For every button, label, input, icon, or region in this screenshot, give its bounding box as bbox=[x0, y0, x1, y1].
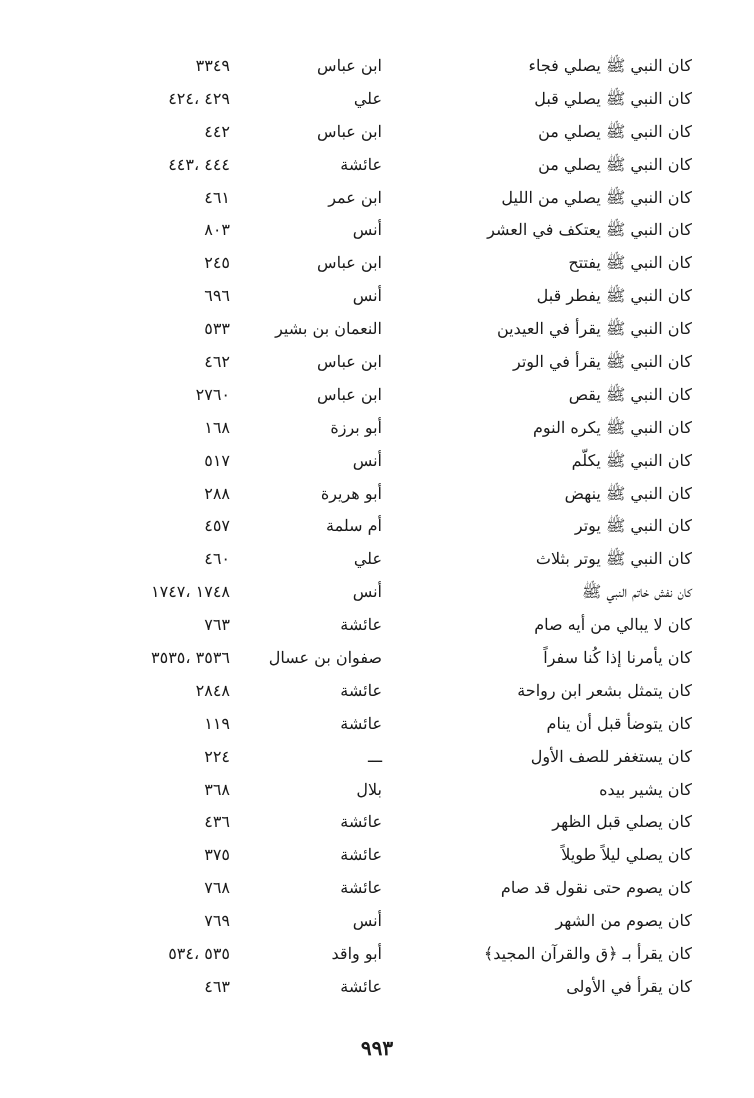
index-row bbox=[0, 543, 754, 576]
hadith-number: ٦٩٦ bbox=[204, 286, 230, 306]
index-row bbox=[0, 675, 754, 708]
hadith-number: ٣٦٨ bbox=[204, 779, 230, 799]
narrator-name: أنس bbox=[352, 286, 382, 306]
narrator-name: بلال bbox=[356, 779, 382, 799]
index-row bbox=[0, 609, 754, 642]
index-row bbox=[0, 510, 754, 543]
narrator-name: عائشة bbox=[340, 713, 382, 733]
narrator-name: ابن عمر bbox=[328, 187, 382, 207]
hadith-text: كان النبي ﷺ يكره النوم bbox=[532, 417, 692, 437]
narrator-name: عائشة bbox=[340, 845, 382, 865]
narrator-name: صفوان بن عسال bbox=[268, 648, 382, 668]
hadith-number: ٢٨٨ bbox=[204, 483, 230, 503]
narrator-name: أم سلمة bbox=[326, 516, 382, 536]
narrator-name: ابن عباس bbox=[317, 384, 382, 404]
hadith-number: ٤٦٣ bbox=[204, 976, 230, 996]
hadith-number: ٣٧٥ bbox=[204, 845, 230, 865]
hadith-number: ٧٦٩ bbox=[204, 911, 230, 931]
index-row bbox=[0, 50, 754, 83]
hadith-text: كان يأمرنا إذا كُنا سفراً bbox=[543, 648, 692, 668]
hadith-number: ٣٣٤٩ bbox=[195, 56, 230, 75]
hadith-text: كان يتوضأ قبل أن ينام bbox=[546, 713, 692, 733]
index-row bbox=[0, 313, 754, 346]
hadith-number: ٥٣٥ ،٥٣٤ bbox=[168, 944, 230, 964]
hadith-text: كان يستغفر للصف الأول bbox=[530, 746, 692, 766]
hadith-text: كان النبي ﷺ يكلّم bbox=[571, 450, 692, 470]
hadith-number: ٤٤٤ ،٤٤٣ bbox=[168, 154, 230, 174]
index-row bbox=[0, 116, 754, 149]
hadith-number: ٤٤٢ bbox=[204, 121, 230, 141]
hadith-text: كان يصلي قبل الظهر bbox=[552, 812, 692, 832]
index-row bbox=[0, 642, 754, 675]
narrator-name: ابن عباس bbox=[317, 56, 382, 75]
hadith-text: كان النبي ﷺ يفطر قبل bbox=[536, 286, 692, 306]
index-row bbox=[0, 708, 754, 741]
narrator-name: علي bbox=[353, 88, 382, 108]
narrator-name: أبو هريرة bbox=[320, 483, 382, 503]
hadith-text: كان يشير بيده bbox=[599, 779, 692, 799]
hadith-text: كان النبي ﷺ يصلي من bbox=[538, 154, 692, 174]
hadith-number: ٤٥٧ bbox=[204, 516, 230, 536]
hadith-number: ٣٥٣٦ ،٣٥٣٥ bbox=[151, 648, 230, 668]
index-row bbox=[0, 971, 754, 1004]
narrator-name: عائشة bbox=[340, 615, 382, 635]
narrator-name: عائشة bbox=[340, 680, 382, 700]
narrator-name: أنس bbox=[352, 911, 382, 931]
hadith-number: ٧٦٣ bbox=[204, 615, 230, 635]
index-row bbox=[0, 938, 754, 971]
index-row bbox=[0, 214, 754, 247]
hadith-text: كان النبي ﷺ يقرأ في الوتر bbox=[513, 352, 692, 372]
narrator-name: علي bbox=[353, 549, 382, 569]
hadith-text: كان النبي ﷺ يعتكف في العشر bbox=[487, 220, 692, 240]
index-row bbox=[0, 478, 754, 511]
hadith-number: ١٦٨ bbox=[204, 417, 230, 437]
hadith-number: ٢٢٤ bbox=[204, 746, 230, 766]
narrator-name: ابن عباس bbox=[317, 121, 382, 141]
hadith-text: كان النبي ﷺ يفتتح bbox=[568, 253, 692, 273]
hadith-text: كان لا يبالي من أيه صام bbox=[534, 615, 692, 635]
hadith-number: ١١٩ bbox=[204, 713, 230, 733]
hadith-number: ٤٦١ bbox=[204, 187, 230, 207]
page-number: ٩٩٣ bbox=[360, 1036, 394, 1060]
hadith-number: ١٧٤٨ ،١٧٤٧ bbox=[151, 582, 230, 602]
hadith-text: كان يصوم من الشهر bbox=[555, 911, 692, 931]
hadith-text: كان النبي ﷺ يقرأ في العيدين bbox=[496, 319, 692, 339]
narrator-name: أبو برزة bbox=[330, 417, 382, 437]
hadith-text: كان النبي ﷺ ينهض bbox=[564, 483, 692, 503]
narrator-name: أنس bbox=[352, 450, 382, 470]
narrator-name: عائشة bbox=[340, 154, 382, 174]
hadith-text: كان النبي ﷺ يصلي قبل bbox=[534, 88, 692, 108]
hadith-number: ٢٧٦٠ bbox=[195, 384, 230, 404]
index-row bbox=[0, 839, 754, 872]
index-row bbox=[0, 379, 754, 412]
hadith-text: كان نفش خاتم النبي ﷺ bbox=[582, 582, 692, 602]
index-row bbox=[0, 346, 754, 379]
hadith-text: كان النبي ﷺ يوتر bbox=[574, 516, 692, 536]
hadith-text: كان يقرأ بـ ﴿ق والقرآن المجيد﴾ bbox=[483, 944, 692, 964]
hadith-number: ٧٦٨ bbox=[204, 878, 230, 898]
narrator-name: ـــ bbox=[367, 746, 382, 766]
index-row bbox=[0, 741, 754, 774]
narrator-name: النعمان بن بشير bbox=[275, 319, 382, 339]
index-row bbox=[0, 182, 754, 215]
index-row bbox=[0, 445, 754, 478]
hadith-number: ٤٢٩ ،٤٢٤ bbox=[168, 88, 230, 108]
narrator-name: عائشة bbox=[340, 812, 382, 832]
hadith-text: كان يقرأ في الأولى bbox=[566, 976, 692, 996]
hadith-number: ٨٠٣ bbox=[204, 220, 230, 240]
hadith-text: كان يصوم حتى نقول قد صام bbox=[500, 878, 692, 898]
index-row bbox=[0, 806, 754, 839]
hadith-text: كان النبي ﷺ يصلي فجاء bbox=[528, 56, 692, 75]
narrator-name: أبو واقد bbox=[331, 944, 382, 964]
narrator-name: عائشة bbox=[340, 878, 382, 898]
narrator-name: ابن عباس bbox=[317, 253, 382, 273]
hadith-text: كان النبي ﷺ يقص bbox=[568, 384, 692, 404]
hadith-text: كان النبي ﷺ يوتر بثلاث bbox=[535, 549, 692, 569]
hadith-text: كان يتمثل بشعر ابن رواحة bbox=[517, 680, 692, 700]
index-row bbox=[0, 149, 754, 182]
hadith-text: كان النبي ﷺ يصلي من الليل bbox=[501, 187, 692, 207]
index-row bbox=[0, 247, 754, 280]
hadith-number: ٢٨٤٨ bbox=[195, 680, 230, 700]
narrator-name: أنس bbox=[352, 582, 382, 602]
hadith-number: ٤٦٢ bbox=[204, 352, 230, 372]
hadith-number: ٢٤٥ bbox=[204, 253, 230, 273]
hadith-text: كان النبي ﷺ يصلي من bbox=[538, 121, 692, 141]
index-row bbox=[0, 774, 754, 807]
hadith-index-table bbox=[0, 50, 754, 1004]
hadith-number: ٥٣٣ bbox=[204, 319, 230, 339]
index-row bbox=[0, 280, 754, 313]
index-row bbox=[0, 412, 754, 445]
narrator-name: عائشة bbox=[340, 976, 382, 996]
narrator-name: أنس bbox=[352, 220, 382, 240]
index-row bbox=[0, 905, 754, 938]
index-row bbox=[0, 576, 754, 609]
hadith-number: ٤٣٦ bbox=[204, 812, 230, 832]
hadith-number: ٤٦٠ bbox=[204, 549, 230, 569]
index-row bbox=[0, 83, 754, 116]
hadith-number: ٥١٧ bbox=[204, 450, 230, 470]
hadith-text: كان يصلي ليلاً طويلاً bbox=[561, 845, 692, 865]
narrator-name: ابن عباس bbox=[317, 352, 382, 372]
index-row bbox=[0, 872, 754, 905]
